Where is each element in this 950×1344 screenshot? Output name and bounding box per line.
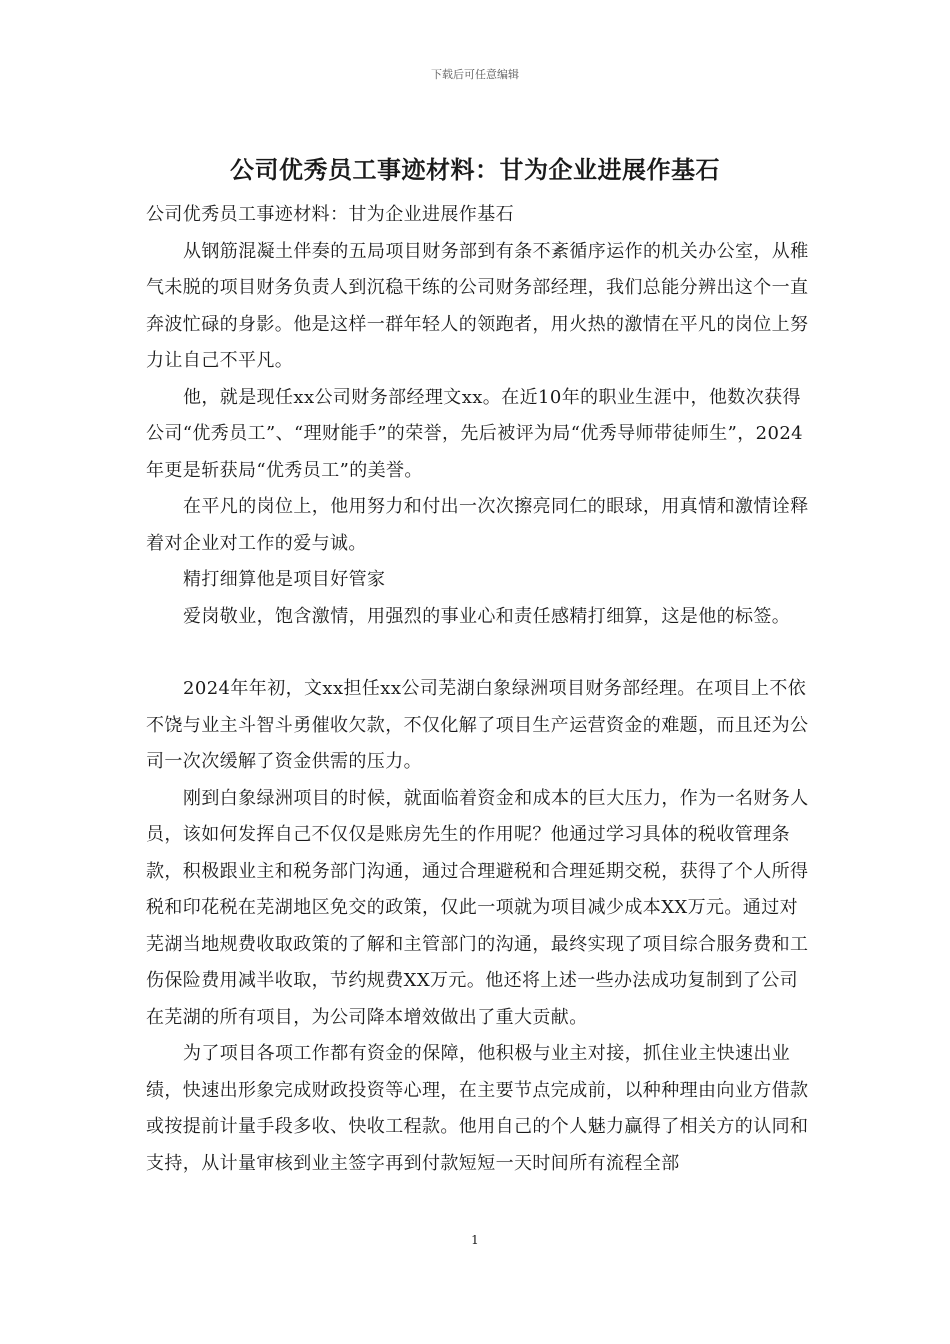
paragraph-2: 他，就是现任xx公司财务部经理文xx。在近10年的职业生涯中，他数次获得公司“优秀员工”、“理财能手”的荣誉，先后被评为局“优秀导师带徒师生”，2024年更是斩获局“优秀员工”的美誉。 xyxy=(146,386,804,481)
blank-line xyxy=(146,635,814,671)
page-number: 1 xyxy=(471,1233,479,1247)
document-title: 公司优秀员工事迹材料：甘为企业进展作基石 xyxy=(230,156,720,184)
page-header: 下载后可任意编辑 xyxy=(431,68,519,81)
paragraph-1: 从钢筋混凝土伴奏的五局项目财务部到有条不紊循序运作的机关办公室，从稚气未脱的项目财务负责人到沉稳干练的公司财务部经理，我们总能分辨出这个一直奔波忙碌的身影。他是这样一群年轻人的领跑者，用火热的激情在平凡的岗位上努力让自己不平凡。 xyxy=(146,240,809,371)
paragraph-4: 爱岗敬业，饱含激情，用强烈的事业心和责任感精打细算，这是他的标签。 xyxy=(183,605,791,627)
document-body xyxy=(146,197,814,1182)
paragraph-3: 在平凡的岗位上，他用努力和付出一次次擦亮同仁的眼球，用真情和激情诠释着对企业对工作的爱与诚。 xyxy=(146,496,809,554)
paragraph-7: 为了项目各项工作都有资金的保障，他积极与业主对接，抓住业主快速出业绩，快速出形象完成财政投资等心理，在主要节点完成前，以种种理由向业方借款或按提前计量手段多收、快收工程款。他用自己的个人魅力赢得了相关方的认同和支持，从计量审核到业主签字再到付款短短一天时间所有流程全部 xyxy=(146,1043,809,1174)
paragraph-6: 刚到白象绿洲项目的时候，就面临着资金和成本的巨大压力，作为一名财务人员，该如何发挥自己不仅仅是账房先生的作用呢？他通过学习具体的税收管理条款，积极跟业主和税务部门沟通，通过合理避税和合理延期交税，获得了个人所得税和印花税在芜湖地区免交的政策，仅此一项就为项目减少成本XX万元。通过对芜湖当地规费收取政策的了解和主管部门的沟通，最终实现了项目综合服务费和工伤保险费用减半收取，节约规费XX万元。他还将上述一些办法成功复制到了公司在芜湖的所有项目，为公司降本增效做出了重大贡献。 xyxy=(146,787,809,1028)
subtitle-paragraph: 公司优秀员工事迹材料：甘为企业进展作基石 xyxy=(146,204,514,225)
section-heading: 精打细算他是项目好管家 xyxy=(183,569,386,590)
paragraph-5: 2024年年初，文xx担任xx公司芜湖白象绿洲项目财务部经理。在项目上不依不饶与业主斗智斗勇催收欠款，不仅化解了项目生产运营资金的难题，而且还为公司一次次缓解了资金供需的压力。 xyxy=(146,678,809,772)
